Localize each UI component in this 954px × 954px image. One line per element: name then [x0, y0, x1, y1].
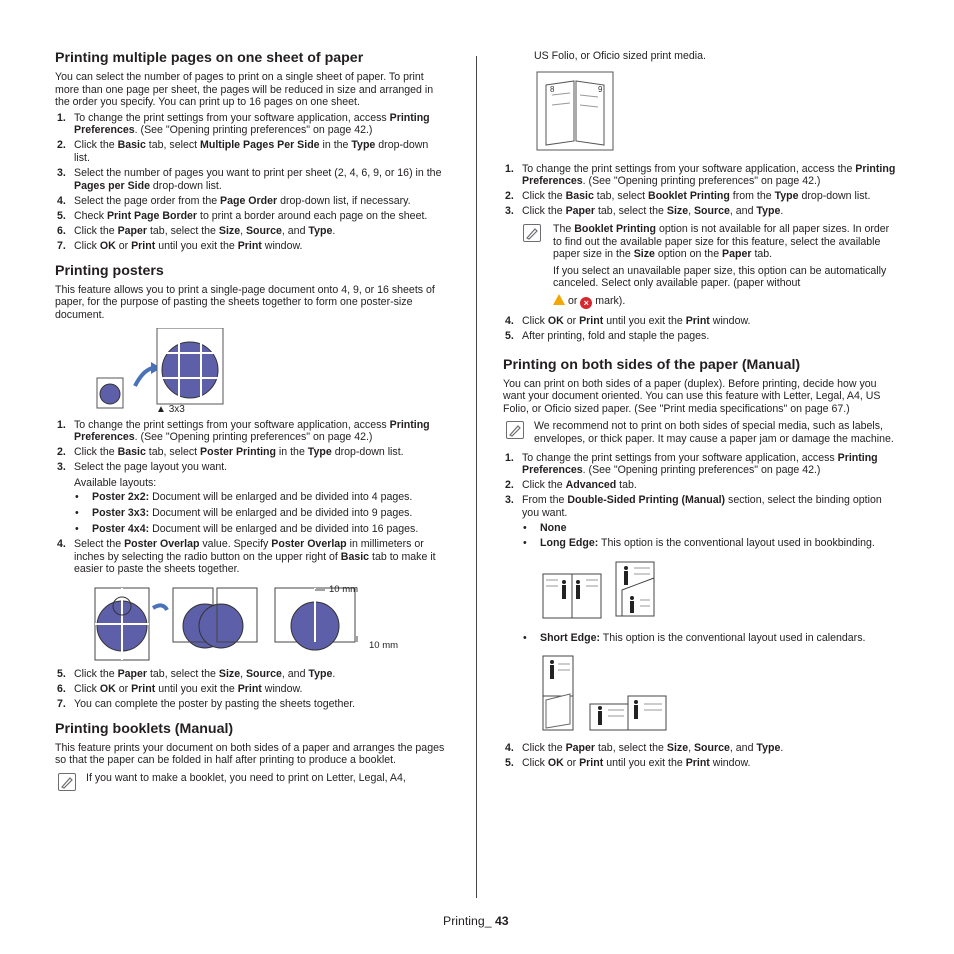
note-pencil-icon [58, 773, 76, 791]
poster-3x3-graphic [95, 328, 235, 416]
note-text: The Booklet Printing option is not available for all paper sizes. In order to find out the available paper size for this feature, select the available paper size in the Size option on the Paper tab. [553, 222, 890, 261]
section-intro: This feature allows you to print a single-page document onto 4, 9, or 16 sheets of paper, for the purpose of pasting the sheets together to form one poster-size document. [55, 283, 435, 321]
left-column [55, 50, 447, 791]
step-item: 4. Select the Poster Overlap value. Specify Poster Overlap in millimeters or inches by selecting the radio button on the upper right of Basic tab to make it easier to paste the sheets together. [57, 538, 436, 576]
section-title-duplex: Printing on both sides of the paper (Manual) [503, 356, 801, 373]
long-edge-graphic [542, 560, 662, 622]
poster-overlap-graphic [93, 584, 413, 664]
column-divider [476, 56, 477, 898]
step-list [503, 163, 897, 218]
note-box [503, 420, 897, 445]
warning-icon [553, 294, 565, 305]
long-edge-illustration [542, 560, 897, 624]
booklet-illustration [536, 71, 897, 155]
error-icon: × [580, 297, 592, 309]
page-footer: Printing_ 43 [443, 914, 509, 928]
short-edge-graphic [542, 654, 672, 734]
step-item: 3. Click the Paper tab, select the Size, Source, and Type. [505, 205, 784, 218]
note-text: If you want to make a booklet, you need to print on Letter, Legal, A4, [86, 772, 406, 784]
step-item: 3. Select the number of pages you want to print per sheet (2, 4, 6, 9, or 16) in the Pages per Side drop-down list. [57, 167, 442, 192]
layouts-label: Available layouts: [74, 476, 157, 489]
open-booklet-graphic [536, 71, 614, 151]
list-item: • Short Edge: This option is the conventional layout used in calendars. [522, 632, 897, 735]
list-item: • Poster 2x2: Document will be enlarged and be divided into 4 pages. [74, 491, 447, 504]
step-item: 2. Click the Advanced tab. [505, 479, 637, 492]
layout-list [74, 491, 447, 535]
continued-text: US Folio, or Oficio sized print media. [534, 50, 706, 62]
booklet-page-left: 8 [550, 84, 555, 94]
note-text: We recommend not to print on both sides of special media, such as labels, envelopes, or thick paper. It may cause a paper jam or damage the machine. [534, 420, 894, 445]
step-list [55, 112, 447, 253]
step-list [503, 315, 897, 343]
step-item: 6. Click the Paper tab, select the Size, Source, and Type. [57, 225, 336, 238]
step-item: 1. To change the print settings from your software application, access the Printing Preferences. (See "Opening printing preferences" on page 42.) [505, 162, 896, 188]
step-item: 4. Click OK or Print until you exit the Print window. [505, 314, 751, 327]
note-box [503, 223, 897, 309]
step-item: 4. Select the page order from the Page Order drop-down list, if necessary. [57, 194, 411, 207]
step-item: 2. Click the Basic tab, select Poster Printing in the Type drop-down list. [57, 446, 404, 459]
step-item: 1. To change the print settings from your software application, access Printing Preferences. (See "Opening printing preferences" on page 42.) [57, 418, 430, 444]
overlap-top-label: 10 mm [329, 584, 359, 596]
poster-overlap-illustration [55, 584, 447, 664]
poster-layout-label: ▲ 3x3 [156, 403, 185, 415]
step-item: 5. After printing, fold and staple the pages. [505, 330, 710, 343]
section-title-multiple-pages: Printing multiple pages on one sheet of paper [55, 50, 364, 66]
list-item: • Poster 3x3: Document will be enlarged and be divided into 9 pages. [74, 507, 447, 520]
right-column [503, 50, 897, 773]
booklet-page-right: 9 [598, 84, 603, 94]
step-item: 7. Click OK or Print until you exit the Print window. [57, 240, 303, 253]
step-item: 4. Click the Paper tab, select the Size, Source, and Type. [505, 742, 784, 755]
step-list [55, 668, 447, 711]
note-pencil-icon [506, 421, 524, 439]
note-pencil-icon [523, 224, 541, 242]
section-title-booklets: Printing booklets (Manual) [55, 720, 234, 737]
section-intro: You can select the number of pages to print on a single sheet of paper. To print more than one page per sheet, the pages will be reduced in size and arranged in the order you specify. You can print up to 16 pages on one sheet. [55, 71, 434, 109]
note-text: If you select an unavailable paper size, this option can be automatically canceled. Select only available paper. (paper without or × mark). [553, 264, 887, 308]
note-box [55, 772, 447, 785]
step-list [55, 419, 447, 577]
section-intro: You can print on both sides of a paper (duplex). Before printing, decide how you want your document oriented. You can use this feature with Letter, Legal, A4, US Folio, or Oficio sized paper. (See "Print media specifications" on page 67.) [503, 377, 881, 415]
binding-option-list [522, 522, 897, 735]
step-item: 7. You can complete the poster by pasting the sheets together. [57, 698, 356, 711]
section-intro: This feature prints your document on both sides of a paper and arranges the pages so that the paper can be folded in half after printing to produce a booklet. [55, 741, 445, 767]
step-item: 1. To change the print settings from your software application, access Printing Preferences. (See "Opening printing preferences" on page 42.) [57, 111, 430, 137]
page-number: 43 [494, 914, 509, 928]
step-item: 6. Click OK or Print until you exit the Print window. [57, 683, 303, 696]
step-item: 3. Select the page layout you want. Available layouts: • Poster 2x2: Document will be enlarged and be divided into 4 pages. • Poster 3x3: Document will be enlarged and be divided into 9 pages. • Poster 4x4: Document will be enlarged and be divided into 16 pages. [55, 461, 447, 535]
step-item: 3. From the Double-Sided Printing (Manual) section, select the binding option you want. • None • Long Edge: This option is the conventional layout used in bookbinding. • Short Edge: This option is the conventional layout used in calendars. [503, 494, 897, 734]
list-item: • Long Edge: This option is the conventional layout used in bookbinding. [522, 537, 897, 624]
list-item: • Poster 4x4: Document will be enlarged and be divided into 16 pages. [74, 523, 447, 536]
step-list [503, 452, 897, 770]
step-item: 2. Click the Basic tab, select Booklet Printing from the Type drop-down list. [505, 190, 871, 203]
list-item: • None [522, 522, 897, 535]
step-item: 5. Check Print Page Border to print a border around each page on the sheet. [57, 209, 428, 222]
overlap-right-label: 10 mm [369, 640, 399, 652]
short-edge-illustration [542, 654, 897, 734]
section-title-posters: Printing posters [55, 262, 164, 279]
step-item: 2. Click the Basic tab, select Multiple Pages Per Side in the Type drop-down list. [57, 139, 429, 165]
step-item: 5. Click the Paper tab, select the Size, Source, and Type. [57, 668, 336, 681]
step-item: 1. To change the print settings from your software application, access Printing Preferences. (See "Opening printing preferences" on page 42.) [505, 451, 878, 477]
step-item: 5. Click OK or Print until you exit the Print window. [505, 757, 751, 770]
poster-3x3-illustration [55, 328, 447, 416]
